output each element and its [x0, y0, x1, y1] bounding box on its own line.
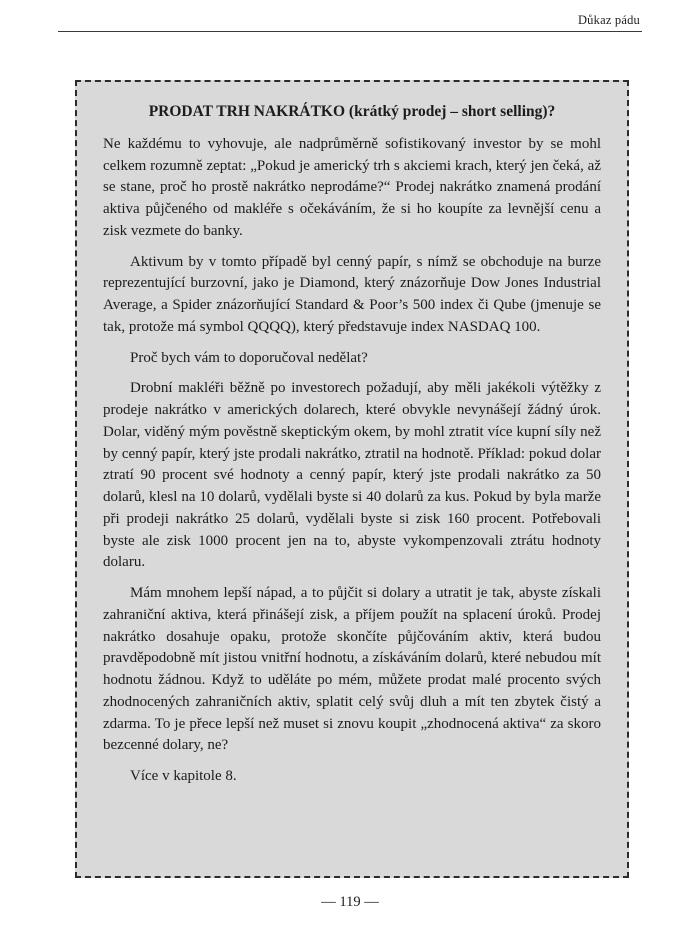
- paragraph: Mám mnohem lepší nápad, a to půjčit si dolary a utratit je tak, abyste získali zahraniční aktiva, která přinášejí zisk, a příjem použít na splacení úroků. Prodej nakrátko dosahuje opaku, protože skončíte půjčováním aktiv, která budou pravděpodobně mít jistou vnitřní hodnotu, a získáváním dolarů, které nebudou mít hodnotu žádnou. Když to uděláte po mém, můžete prodat malé procento svých zhodnocených zahraničních aktiv, splatit celý svůj dluh a mít ten zbytek čistý a zdarma. To je přece lepší než muset si znovu koupit „zhodnocená aktiva“ za skoro bezcenné dolary, ne?: [103, 585, 601, 754]
- paragraph: Více v kapitole 8.: [130, 768, 237, 785]
- running-head: Důkaz pádu: [577, 13, 640, 27]
- dashed-callout-box: [75, 80, 629, 878]
- paragraph: Aktivum by v tomto případě byl cenný papír, s nímž se obchoduje na burze reprezentující burzovní, jako je Diamond, který znázorňuje Dow Jones Industrial Average, a Spider znázorňující Standard & Poor’s 500 index či Qube (jmenuje se tak, protože má symbol QQQQ), který představuje index NASDAQ 100.: [103, 253, 601, 335]
- header-rule: [58, 31, 642, 32]
- box-title: PRODAT TRH NAKRÁTKO (krátký prodej – short selling)?: [148, 103, 556, 120]
- paragraph: Drobní makléři běžně po investorech požadují, aby měli jakékoli výtěžky z prodeje nakrátko v amerických dolarech, které obvykle nevynášejí žádný úrok. Dolar, viděný mým pověstně skeptickým okem, by mohl ztratit více kupní síly než by cenný papír, který jste prodali nakrátko, ztratil na hodnotě. Příklad: pokud dolar ztratí 90 procent své hodnoty a cenný papír, který jste prodali nakrátko za 50 dolarů, klesl na 10 dolarů, vydělali byste si 40 dolarů za kus. Pokud by byla marže při prodeji nakrátko 25 dolarů, vydělali byste si zisk 160 procent. Potřebovali byste ale zisk 1000 procent jen na to, abyste vykompenzovali ztrátu hodnoty dolaru.: [103, 380, 601, 571]
- page-number: — 119 —: [321, 894, 379, 910]
- paragraph: Proč bych vám to doporučoval nedělat?: [130, 349, 368, 366]
- paragraph: Ne každému to vyhovuje, ale nadprůměrně sofistikovaný investor by se mohl celkem rozumně zeptat: „Pokud je americký trh s akciemi krach, který jen čeká, až se stane, proč ho prostě nakrátko neprodáme?“ Prodej nakrátko znamená prodání aktiva půjčeného od makléře s očekáváním, že si ho koupíte za levnější cenu a zisk vezmete do banky.: [103, 135, 601, 239]
